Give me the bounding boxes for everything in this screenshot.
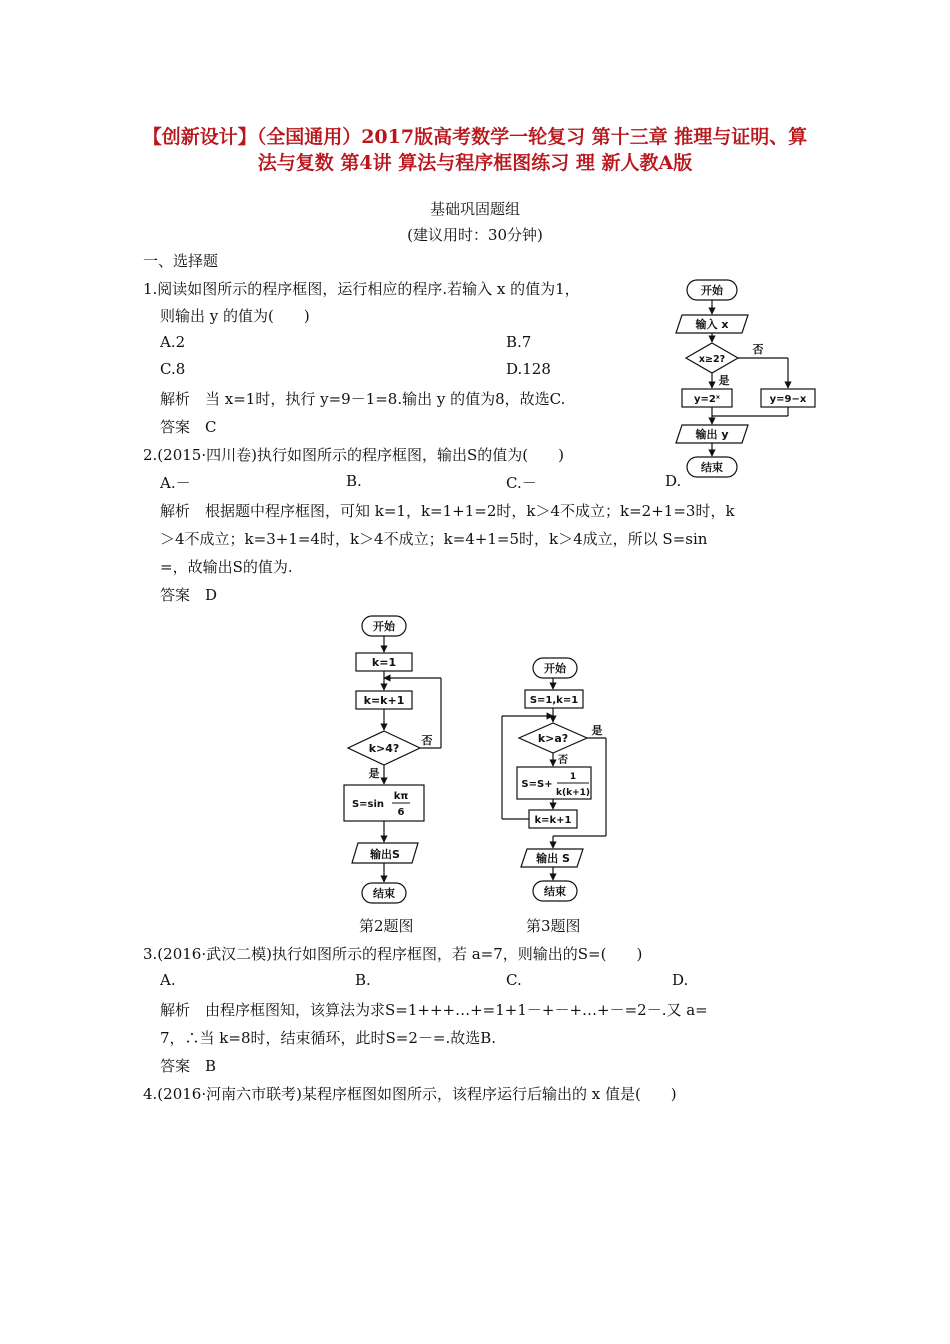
fc1-end-text: 结束 — [701, 461, 723, 474]
q1-option-a: A.2 — [160, 333, 186, 351]
figure-caption-q2: 第2题图 — [359, 917, 414, 935]
q4-stem: 4.(2016·河南六市联考)某程序框图如图所示，该程序运行后输出的 x 值是( ) — [143, 1085, 677, 1103]
fc1-right-text: y=9−x — [769, 394, 807, 405]
q2-analysis-line3: =，故输出S的值为. — [160, 558, 293, 576]
fc2-inc-text: k=k+1 — [363, 694, 405, 707]
fc1-input-text: 输入 x — [695, 318, 729, 331]
section-heading: 一、选择题 — [143, 252, 219, 270]
document-title: 【创新设计】（全国通用）2017版高考数学一轮复习 第十三章 推理与证明、算法与复数 第4讲 算法与程序框图练习 理 新人教A版 — [142, 126, 808, 174]
fc3-init-text: S=1,k=1 — [529, 695, 579, 706]
q2-option-b: B. — [346, 472, 362, 490]
flowchart-q2 — [340, 612, 460, 908]
fc3-frac-num: 1 — [569, 772, 577, 782]
q1-option-b: B.7 — [506, 333, 532, 351]
fc3-frac-den: k(k+1) — [555, 788, 591, 798]
fc3-yes-label: 是 — [591, 724, 603, 737]
fc1-start-text: 开始 — [701, 284, 723, 297]
q3-stem: 3.(2016·武汉二模)执行如图所示的程序框图，若 a=7，则输出的S=( ) — [143, 945, 643, 963]
q1-stem-line1: 1.阅读如图所示的程序框图，运行相应的程序.若输入 x 的值为1， — [143, 280, 580, 298]
q3-answer: 答案 B — [160, 1057, 217, 1075]
fc3-condition-text: k>a? — [537, 732, 569, 745]
q3-analysis-line1: 解析 由程序框图知，该算法为求S=1+++…+=1+1－+－+…+－=2－.又 a= — [160, 1001, 708, 1019]
fc2-end-text: 结束 — [373, 887, 395, 900]
q2-option-a: A.－ — [160, 474, 191, 492]
fc1-yes-label: 是 — [718, 374, 730, 387]
q2-option-d: D. — [665, 472, 682, 490]
fc2-no-label: 否 — [421, 734, 433, 747]
fc2-frac-den: 6 — [397, 807, 405, 818]
q3-analysis-line2: 7，∴当 k=8时，结束循环，此时S=2－=.故选B. — [160, 1029, 497, 1047]
fc3-inc-text: k=k+1 — [534, 815, 572, 826]
q2-option-c: C.－ — [506, 474, 537, 492]
q2-answer: 答案 D — [160, 586, 218, 604]
figure-caption-q3: 第3题图 — [526, 917, 581, 935]
fc2-init-text: k=1 — [371, 656, 397, 669]
subtitle: 基础巩固题组 — [429, 200, 520, 218]
fc3-output-text: 输出 S — [536, 852, 570, 865]
q3-option-d: D. — [672, 971, 689, 989]
q1-option-c: C.8 — [160, 360, 186, 378]
q1-stem-line2: 则输出 y 的值为( ) — [160, 307, 310, 325]
q3-option-c: C. — [506, 971, 522, 989]
q1-answer: 答案 C — [160, 418, 217, 436]
fc2-yes-label: 是 — [368, 767, 380, 780]
q3-option-b: B. — [355, 971, 371, 989]
time-hint: (建议用时：30分钟) — [407, 226, 543, 244]
fc3-assign-text: S=S+ — [521, 779, 553, 790]
fc3-start-text: 开始 — [544, 662, 566, 675]
q3-option-a: A. — [160, 971, 176, 989]
fc2-start-text: 开始 — [373, 620, 395, 633]
q2-stem: 2.(2015·四川卷)执行如图所示的程序框图，输出S的值为( ) — [143, 446, 564, 464]
flowchart-q3 — [495, 654, 620, 906]
fc2-frac-num: kπ — [393, 791, 409, 802]
q1-analysis: 解析 当 x=1时，执行 y=9－1=8.输出 y 的值为8，故选C. — [160, 390, 566, 408]
fc2-output-text: 输出S — [370, 848, 400, 861]
fc2-condition-text: k>4? — [368, 742, 400, 755]
fc3-end-text: 结束 — [544, 885, 566, 898]
fc1-condition-text: x≥2? — [698, 354, 726, 365]
fc1-no-label: 否 — [752, 343, 764, 356]
fc1-output-text: 输出 y — [695, 428, 729, 441]
flowchart-q1 — [660, 276, 820, 481]
fc3-no-label: 否 — [558, 755, 568, 766]
fc2-assign-text: S=sin — [351, 799, 385, 810]
q2-analysis-line2: ＞4不成立；k=3+1=4时，k＞4不成立；k=4+1=5时，k＞4成立，所以 S=sin — [160, 530, 708, 548]
fc1-left-text: y=2ˣ — [694, 394, 720, 405]
q1-option-d: D.128 — [506, 360, 551, 378]
q2-analysis-line1: 解析 根据题中程序框图，可知 k=1，k=1+1=2时，k＞4不成立；k=2+1=3时，k — [160, 502, 735, 520]
